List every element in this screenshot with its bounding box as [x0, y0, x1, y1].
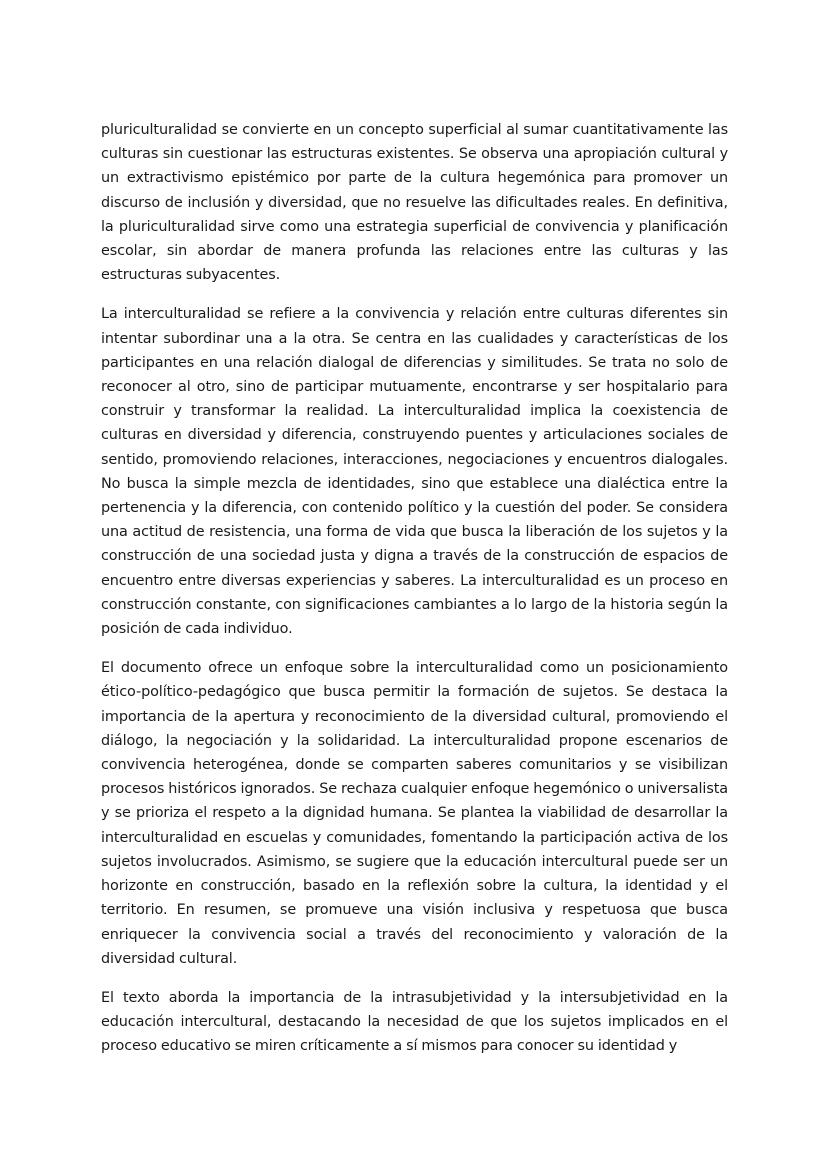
- paragraph-interculturalidad-definicion: La interculturalidad se refiere a la convivencia y relación entre culturas diferentes sin intentar subordinar una a la otra. Se centra en las cualidades y características de los participantes en una relación dialogal de diferencias y similitudes. Se trata no solo de reconocer al otro, sino de participar mutuamente, encontrarse y ser hospitalario para construir y transformar la realidad. La interculturalidad implica la coexistencia de culturas en diversidad y diferencia, construyendo puentes y articulaciones sociales de sentido, promoviendo relaciones, interacciones, negociaciones y encuentros dialogales. No busca la simple mezcla de identidades, sino que establece una dialéctica entre la pertenencia y la diferencia, con contenido político y la cuestión del poder. Se considera una actitud de resistencia, una forma de vida que busca la liberación de los sujetos y la construcción de una sociedad justa y digna a través de la construcción de espacios de encuentro entre diversas experiencias y saberes. La interculturalidad es un proceso en construcción constante, con significaciones cambiantes a lo largo de la historia según la posición de cada individuo.: [101, 306, 728, 638]
- document-body: [101, 118, 728, 1074]
- paragraph-pluriculturalidad: pluriculturalidad se convierte en un concepto superficial al sumar cuantitativamente las culturas sin cuestionar las estructuras existentes. Se observa una apropiación cultural y un extractivismo epistémico por parte de la cultura hegemónica para promover un discurso de inclusión y diversidad, que no resuelve las dificultades reales. En definitiva, la pluriculturalidad sirve como una estrategia superficial de convivencia y planificación escolar, sin abordar de manera profunda las relaciones entre las culturas y las estructuras subyacentes.: [101, 122, 728, 284]
- paragraph-enfoque-documento: El documento ofrece un enfoque sobre la interculturalidad como un posicionamiento ético-político-pedagógico que busca permitir la formación de sujetos. Se destaca la importancia de la apertura y reconocimiento de la diversidad cultural, promoviendo el diálogo, la negociación y la solidaridad. La interculturalidad propone escenarios de convivencia heterogénea, donde se comparten saberes comunitarios y se visibilizan procesos históricos ignorados. Se rechaza cualquier enfoque hegemónico o universalista y se prioriza el respeto a la dignidad humana. Se plantea la viabilidad de desarrollar la interculturalidad en escuelas y comunidades, fomentando la participación activa de los sujetos involucrados. Asimismo, se sugiere que la educación intercultural puede ser un horizonte en construcción, basado en la reflexión sobre la cultura, la identidad y el territorio. En resumen, se promueve una visión inclusiva y respetuosa que busca enriquecer la convivencia social a través del reconocimiento y valoración de la diversidad cultural.: [101, 660, 728, 967]
- paragraph-intrasubjetividad: El texto aborda la importancia de la intrasubjetividad y la intersubjetividad en la educación intercultural, destacando la necesidad de que los sujetos implicados en el proceso educativo se miren críticamente a sí mismos para conocer su identidad y: [101, 989, 728, 1055]
